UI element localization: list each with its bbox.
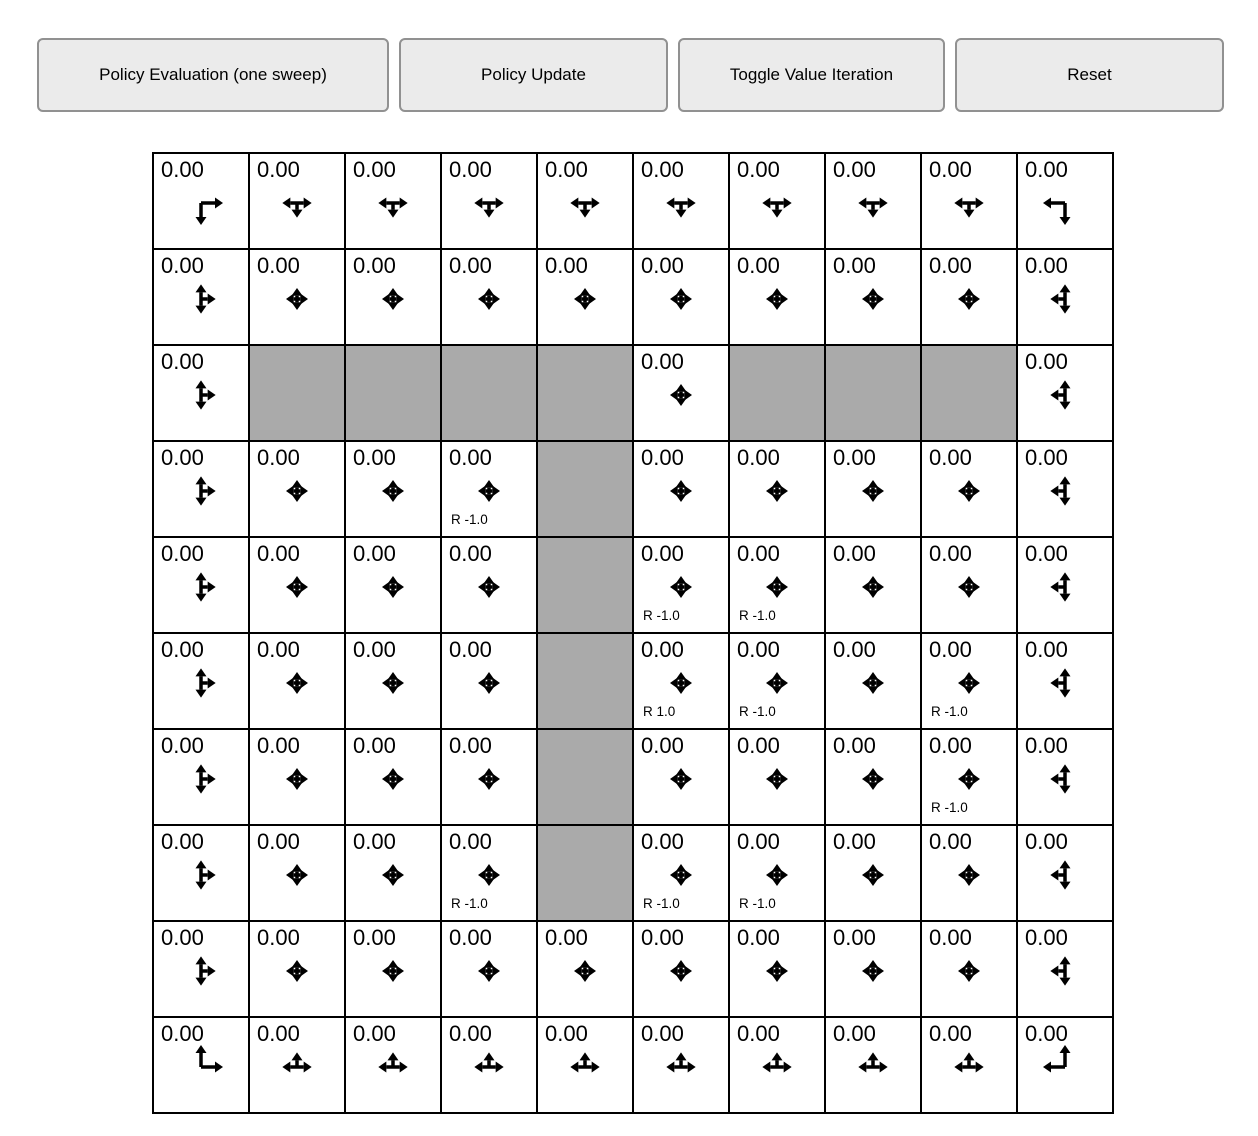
- state-cell-r8c3[interactable]: [442, 922, 536, 1016]
- state-cell-r1c8[interactable]: [922, 250, 1016, 344]
- state-value: 0.00: [353, 925, 396, 950]
- policy-arrows-icon: [730, 922, 824, 1016]
- state-cell-r7c7[interactable]: [826, 826, 920, 920]
- policy-arrows-icon: [250, 538, 344, 632]
- policy-arrows-icon: [346, 730, 440, 824]
- state-value: 0.00: [833, 253, 876, 278]
- state-cell-r4c1[interactable]: [250, 538, 344, 632]
- policy-arrows-icon: [346, 634, 440, 728]
- state-value: 0.00: [353, 829, 396, 854]
- reward-label: R -1.0: [643, 608, 680, 623]
- policy-arrows-icon: [826, 730, 920, 824]
- state-cell-r8c0[interactable]: [154, 922, 248, 1016]
- state-cell-r4c9[interactable]: [1018, 538, 1112, 632]
- state-cell-r7c3[interactable]: [442, 826, 536, 920]
- state-cell-r6c0[interactable]: [154, 730, 248, 824]
- state-cell-r9c2[interactable]: [346, 1018, 440, 1112]
- policy-arrows-icon: [346, 922, 440, 1016]
- wall-cell: [346, 346, 440, 440]
- state-cell-r3c7[interactable]: [826, 442, 920, 536]
- state-value: 0.00: [449, 829, 492, 854]
- state-cell-r7c5[interactable]: [634, 826, 728, 920]
- policy-arrows-icon: [922, 154, 1016, 248]
- policy-arrows-icon: [634, 922, 728, 1016]
- policy-arrows-icon: [442, 1018, 536, 1112]
- policy-arrows-icon: [346, 250, 440, 344]
- state-cell-r9c4[interactable]: [538, 1018, 632, 1112]
- policy-arrows-icon: [826, 154, 920, 248]
- state-cell-r5c6[interactable]: [730, 634, 824, 728]
- toolbar: [37, 38, 1224, 112]
- state-cell-r0c8[interactable]: [922, 154, 1016, 248]
- policy-arrows-icon: [922, 538, 1016, 632]
- state-value: 0.00: [1025, 541, 1068, 566]
- policy-arrows-icon: [826, 826, 920, 920]
- state-value: 0.00: [1025, 1021, 1068, 1046]
- policy-arrows-icon: [250, 826, 344, 920]
- policy-arrows-icon: [154, 634, 248, 728]
- policy-arrows-icon: [442, 730, 536, 824]
- state-cell-r8c8[interactable]: [922, 922, 1016, 1016]
- state-value: 0.00: [161, 925, 204, 950]
- state-cell-r8c9[interactable]: [1018, 922, 1112, 1016]
- state-value: 0.00: [737, 925, 780, 950]
- state-value: 0.00: [641, 445, 684, 470]
- wall-cell: [730, 346, 824, 440]
- state-cell-r1c0[interactable]: [154, 250, 248, 344]
- state-value: 0.00: [737, 157, 780, 182]
- state-cell-r7c0[interactable]: [154, 826, 248, 920]
- policy-arrows-icon: [538, 922, 632, 1016]
- state-cell-r9c1[interactable]: [250, 1018, 344, 1112]
- state-cell-r5c9[interactable]: [1018, 634, 1112, 728]
- state-cell-r8c2[interactable]: [346, 922, 440, 1016]
- state-cell-r4c0[interactable]: [154, 538, 248, 632]
- state-value: 0.00: [545, 157, 588, 182]
- state-cell-r0c1[interactable]: [250, 154, 344, 248]
- state-cell-r0c5[interactable]: [634, 154, 728, 248]
- state-value: 0.00: [833, 637, 876, 662]
- state-cell-r4c6[interactable]: [730, 538, 824, 632]
- state-cell-r5c7[interactable]: [826, 634, 920, 728]
- state-cell-r3c2[interactable]: [346, 442, 440, 536]
- wall-cell: [538, 730, 632, 824]
- state-cell-r9c0[interactable]: [154, 1018, 248, 1112]
- state-value: 0.00: [257, 925, 300, 950]
- state-value: 0.00: [929, 253, 972, 278]
- state-cell-r0c4[interactable]: [538, 154, 632, 248]
- state-value: 0.00: [161, 349, 204, 374]
- state-value: 0.00: [449, 541, 492, 566]
- state-value: 0.00: [353, 445, 396, 470]
- state-cell-r9c7[interactable]: [826, 1018, 920, 1112]
- policy-arrows-icon: [346, 154, 440, 248]
- policy-arrows-icon: [250, 634, 344, 728]
- wall-cell: [250, 346, 344, 440]
- policy-arrows-icon: [250, 922, 344, 1016]
- policy-arrows-icon: [1018, 154, 1112, 248]
- state-value: 0.00: [641, 733, 684, 758]
- state-cell-r6c5[interactable]: [634, 730, 728, 824]
- state-cell-r1c2[interactable]: [346, 250, 440, 344]
- state-value: 0.00: [833, 157, 876, 182]
- policy-arrows-icon: [826, 250, 920, 344]
- state-cell-r9c5[interactable]: [634, 1018, 728, 1112]
- policy-arrows-icon: [154, 250, 248, 344]
- state-value: 0.00: [833, 445, 876, 470]
- state-cell-r1c7[interactable]: [826, 250, 920, 344]
- state-value: 0.00: [929, 733, 972, 758]
- state-cell-r6c7[interactable]: [826, 730, 920, 824]
- state-value: 0.00: [161, 733, 204, 758]
- state-value: 0.00: [449, 733, 492, 758]
- state-cell-r5c0[interactable]: [154, 634, 248, 728]
- state-value: 0.00: [929, 445, 972, 470]
- wall-cell: [538, 346, 632, 440]
- state-value: 0.00: [833, 1021, 876, 1046]
- policy-update-button[interactable]: Policy Update: [399, 38, 668, 112]
- state-value: 0.00: [1025, 829, 1068, 854]
- policy-arrows-icon: [442, 538, 536, 632]
- policy-arrows-icon: [346, 538, 440, 632]
- policy-arrows-icon: [154, 922, 248, 1016]
- policy-arrows-icon: [922, 250, 1016, 344]
- state-cell-r9c8[interactable]: [922, 1018, 1016, 1112]
- wall-cell: [538, 442, 632, 536]
- policy-arrows-icon: [922, 1018, 1016, 1112]
- state-value: 0.00: [161, 253, 204, 278]
- policy-arrows-icon: [634, 154, 728, 248]
- state-value: 0.00: [161, 541, 204, 566]
- state-cell-r4c2[interactable]: [346, 538, 440, 632]
- policy-arrows-icon: [346, 442, 440, 536]
- state-value: 0.00: [257, 445, 300, 470]
- state-cell-r1c6[interactable]: [730, 250, 824, 344]
- state-cell-r7c2[interactable]: [346, 826, 440, 920]
- policy-arrows-icon: [634, 250, 728, 344]
- wall-cell: [922, 346, 1016, 440]
- policy-arrows-icon: [1018, 250, 1112, 344]
- policy-arrows-icon: [634, 1018, 728, 1112]
- state-cell-r9c6[interactable]: [730, 1018, 824, 1112]
- policy-arrows-icon: [826, 442, 920, 536]
- state-value: 0.00: [161, 637, 204, 662]
- state-cell-r6c8[interactable]: [922, 730, 1016, 824]
- state-cell-r5c3[interactable]: [442, 634, 536, 728]
- state-value: 0.00: [449, 637, 492, 662]
- state-value: 0.00: [641, 157, 684, 182]
- state-cell-r3c0[interactable]: [154, 442, 248, 536]
- state-value: 0.00: [353, 541, 396, 566]
- state-value: 0.00: [353, 637, 396, 662]
- state-value: 0.00: [1025, 637, 1068, 662]
- policy-arrows-icon: [154, 826, 248, 920]
- state-cell-r0c3[interactable]: [442, 154, 536, 248]
- reward-label: R 1.0: [643, 704, 676, 719]
- policy-arrows-icon: [730, 1018, 824, 1112]
- state-cell-r1c3[interactable]: [442, 250, 536, 344]
- state-value: 0.00: [353, 157, 396, 182]
- toggle-value-iteration-button[interactable]: Toggle Value Iteration: [678, 38, 945, 112]
- state-value: 0.00: [353, 1021, 396, 1046]
- state-value: 0.00: [449, 445, 492, 470]
- policy-arrows-icon: [154, 1018, 248, 1112]
- state-value: 0.00: [1025, 157, 1068, 182]
- state-value: 0.00: [1025, 253, 1068, 278]
- state-value: 0.00: [353, 253, 396, 278]
- policy-evaluation-button[interactable]: Policy Evaluation (one sweep): [37, 38, 389, 112]
- state-value: 0.00: [449, 925, 492, 950]
- state-value: 0.00: [161, 445, 204, 470]
- state-cell-r4c7[interactable]: [826, 538, 920, 632]
- policy-arrows-icon: [826, 1018, 920, 1112]
- state-cell-r9c3[interactable]: [442, 1018, 536, 1112]
- state-value: 0.00: [161, 829, 204, 854]
- state-value: 0.00: [929, 637, 972, 662]
- state-value: 0.00: [737, 829, 780, 854]
- state-cell-r9c9[interactable]: [1018, 1018, 1112, 1112]
- policy-arrows-icon: [826, 538, 920, 632]
- state-cell-r0c9[interactable]: [1018, 154, 1112, 248]
- policy-arrows-icon: [634, 730, 728, 824]
- policy-arrows-icon: [250, 442, 344, 536]
- state-value: 0.00: [641, 349, 684, 374]
- state-cell-r0c6[interactable]: [730, 154, 824, 248]
- policy-arrows-icon: [538, 250, 632, 344]
- state-cell-r1c9[interactable]: [1018, 250, 1112, 344]
- state-cell-r4c5[interactable]: [634, 538, 728, 632]
- state-value: 0.00: [449, 157, 492, 182]
- state-cell-r8c5[interactable]: [634, 922, 728, 1016]
- state-value: 0.00: [1025, 925, 1068, 950]
- policy-arrows-icon: [922, 922, 1016, 1016]
- state-cell-r0c2[interactable]: [346, 154, 440, 248]
- state-value: 0.00: [257, 157, 300, 182]
- state-value: 0.00: [929, 829, 972, 854]
- state-cell-r8c1[interactable]: [250, 922, 344, 1016]
- policy-arrows-icon: [154, 346, 248, 440]
- state-cell-r2c0[interactable]: [154, 346, 248, 440]
- state-cell-r3c6[interactable]: [730, 442, 824, 536]
- policy-arrows-icon: [1018, 826, 1112, 920]
- state-value: 0.00: [161, 157, 204, 182]
- state-cell-r4c3[interactable]: [442, 538, 536, 632]
- policy-arrows-icon: [1018, 538, 1112, 632]
- reward-label: R -1.0: [931, 800, 968, 815]
- policy-arrows-icon: [154, 538, 248, 632]
- state-cell-r6c6[interactable]: [730, 730, 824, 824]
- state-cell-r7c6[interactable]: [730, 826, 824, 920]
- state-value: 0.00: [257, 637, 300, 662]
- state-value: 0.00: [353, 733, 396, 758]
- policy-arrows-icon: [826, 634, 920, 728]
- wall-cell: [538, 634, 632, 728]
- state-value: 0.00: [737, 541, 780, 566]
- policy-arrows-icon: [442, 250, 536, 344]
- policy-arrows-icon: [346, 826, 440, 920]
- wall-cell: [826, 346, 920, 440]
- state-cell-r0c0[interactable]: [154, 154, 248, 248]
- state-value: 0.00: [449, 253, 492, 278]
- reset-button[interactable]: Reset: [955, 38, 1224, 112]
- policy-arrows-icon: [730, 730, 824, 824]
- reward-label: R -1.0: [451, 896, 488, 911]
- state-cell-r8c6[interactable]: [730, 922, 824, 1016]
- state-value: 0.00: [257, 1021, 300, 1046]
- state-value: 0.00: [257, 541, 300, 566]
- state-value: 0.00: [257, 253, 300, 278]
- state-cell-r3c9[interactable]: [1018, 442, 1112, 536]
- policy-arrows-icon: [442, 922, 536, 1016]
- reward-label: R -1.0: [931, 704, 968, 719]
- state-value: 0.00: [545, 925, 588, 950]
- state-cell-r8c7[interactable]: [826, 922, 920, 1016]
- policy-arrows-icon: [442, 634, 536, 728]
- policy-arrows-icon: [346, 1018, 440, 1112]
- state-value: 0.00: [161, 1021, 204, 1046]
- state-cell-r1c4[interactable]: [538, 250, 632, 344]
- policy-arrows-icon: [730, 154, 824, 248]
- state-cell-r5c8[interactable]: [922, 634, 1016, 728]
- state-value: 0.00: [737, 445, 780, 470]
- policy-arrows-icon: [1018, 730, 1112, 824]
- state-value: 0.00: [929, 157, 972, 182]
- state-value: 0.00: [833, 829, 876, 854]
- state-cell-r8c4[interactable]: [538, 922, 632, 1016]
- state-cell-r3c8[interactable]: [922, 442, 1016, 536]
- state-value: 0.00: [1025, 733, 1068, 758]
- state-cell-r3c1[interactable]: [250, 442, 344, 536]
- state-value: 0.00: [449, 1021, 492, 1046]
- policy-arrows-icon: [730, 250, 824, 344]
- reward-label: R -1.0: [739, 896, 776, 911]
- state-value: 0.00: [545, 253, 588, 278]
- state-cell-r1c5[interactable]: [634, 250, 728, 344]
- policy-arrows-icon: [250, 730, 344, 824]
- reward-label: R -1.0: [451, 512, 488, 527]
- state-cell-r6c3[interactable]: [442, 730, 536, 824]
- policy-arrows-icon: [154, 154, 248, 248]
- policy-arrows-icon: [250, 250, 344, 344]
- state-value: 0.00: [641, 541, 684, 566]
- state-cell-r6c1[interactable]: [250, 730, 344, 824]
- state-cell-r3c5[interactable]: [634, 442, 728, 536]
- state-cell-r2c5[interactable]: [634, 346, 728, 440]
- state-cell-r7c8[interactable]: [922, 826, 1016, 920]
- policy-arrows-icon: [1018, 922, 1112, 1016]
- state-cell-r0c7[interactable]: [826, 154, 920, 248]
- state-cell-r5c5[interactable]: [634, 634, 728, 728]
- state-value: 0.00: [257, 829, 300, 854]
- state-value: 0.00: [737, 253, 780, 278]
- state-cell-r4c8[interactable]: [922, 538, 1016, 632]
- state-value: 0.00: [737, 637, 780, 662]
- state-value: 0.00: [641, 253, 684, 278]
- state-cell-r6c2[interactable]: [346, 730, 440, 824]
- state-value: 0.00: [929, 1021, 972, 1046]
- policy-arrows-icon: [250, 1018, 344, 1112]
- state-value: 0.00: [737, 1021, 780, 1046]
- state-value: 0.00: [929, 925, 972, 950]
- reward-label: R -1.0: [739, 608, 776, 623]
- state-value: 0.00: [833, 541, 876, 566]
- state-value: 0.00: [641, 829, 684, 854]
- policy-arrows-icon: [922, 442, 1016, 536]
- policy-arrows-icon: [826, 922, 920, 1016]
- policy-arrows-icon: [538, 1018, 632, 1112]
- policy-arrows-icon: [1018, 442, 1112, 536]
- state-value: 0.00: [641, 925, 684, 950]
- policy-arrows-icon: [442, 154, 536, 248]
- state-cell-r3c3[interactable]: [442, 442, 536, 536]
- state-cell-r7c1[interactable]: [250, 826, 344, 920]
- policy-arrows-icon: [538, 154, 632, 248]
- gridworld-grid: [152, 152, 1114, 1114]
- state-cell-r1c1[interactable]: [250, 250, 344, 344]
- reward-label: R -1.0: [643, 896, 680, 911]
- state-cell-r7c9[interactable]: [1018, 826, 1112, 920]
- policy-arrows-icon: [922, 826, 1016, 920]
- state-value: 0.00: [1025, 445, 1068, 470]
- state-value: 0.00: [833, 925, 876, 950]
- policy-arrows-icon: [250, 154, 344, 248]
- state-value: 0.00: [641, 1021, 684, 1046]
- policy-arrows-icon: [154, 730, 248, 824]
- state-cell-r5c1[interactable]: [250, 634, 344, 728]
- wall-cell: [538, 826, 632, 920]
- state-value: 0.00: [641, 637, 684, 662]
- state-value: 0.00: [545, 1021, 588, 1046]
- wall-cell: [538, 538, 632, 632]
- policy-arrows-icon: [1018, 634, 1112, 728]
- wall-cell: [442, 346, 536, 440]
- state-value: 0.00: [737, 733, 780, 758]
- policy-arrows-icon: [154, 442, 248, 536]
- state-value: 0.00: [929, 541, 972, 566]
- policy-arrows-icon: [634, 442, 728, 536]
- state-value: 0.00: [833, 733, 876, 758]
- policy-arrows-icon: [730, 442, 824, 536]
- state-value: 0.00: [257, 733, 300, 758]
- state-value: 0.00: [1025, 349, 1068, 374]
- reward-label: R -1.0: [739, 704, 776, 719]
- policy-arrows-icon: [1018, 1018, 1112, 1112]
- state-cell-r6c9[interactable]: [1018, 730, 1112, 824]
- state-cell-r2c9[interactable]: [1018, 346, 1112, 440]
- policy-arrows-icon: [1018, 346, 1112, 440]
- state-cell-r5c2[interactable]: [346, 634, 440, 728]
- policy-arrows-icon: [634, 346, 728, 440]
